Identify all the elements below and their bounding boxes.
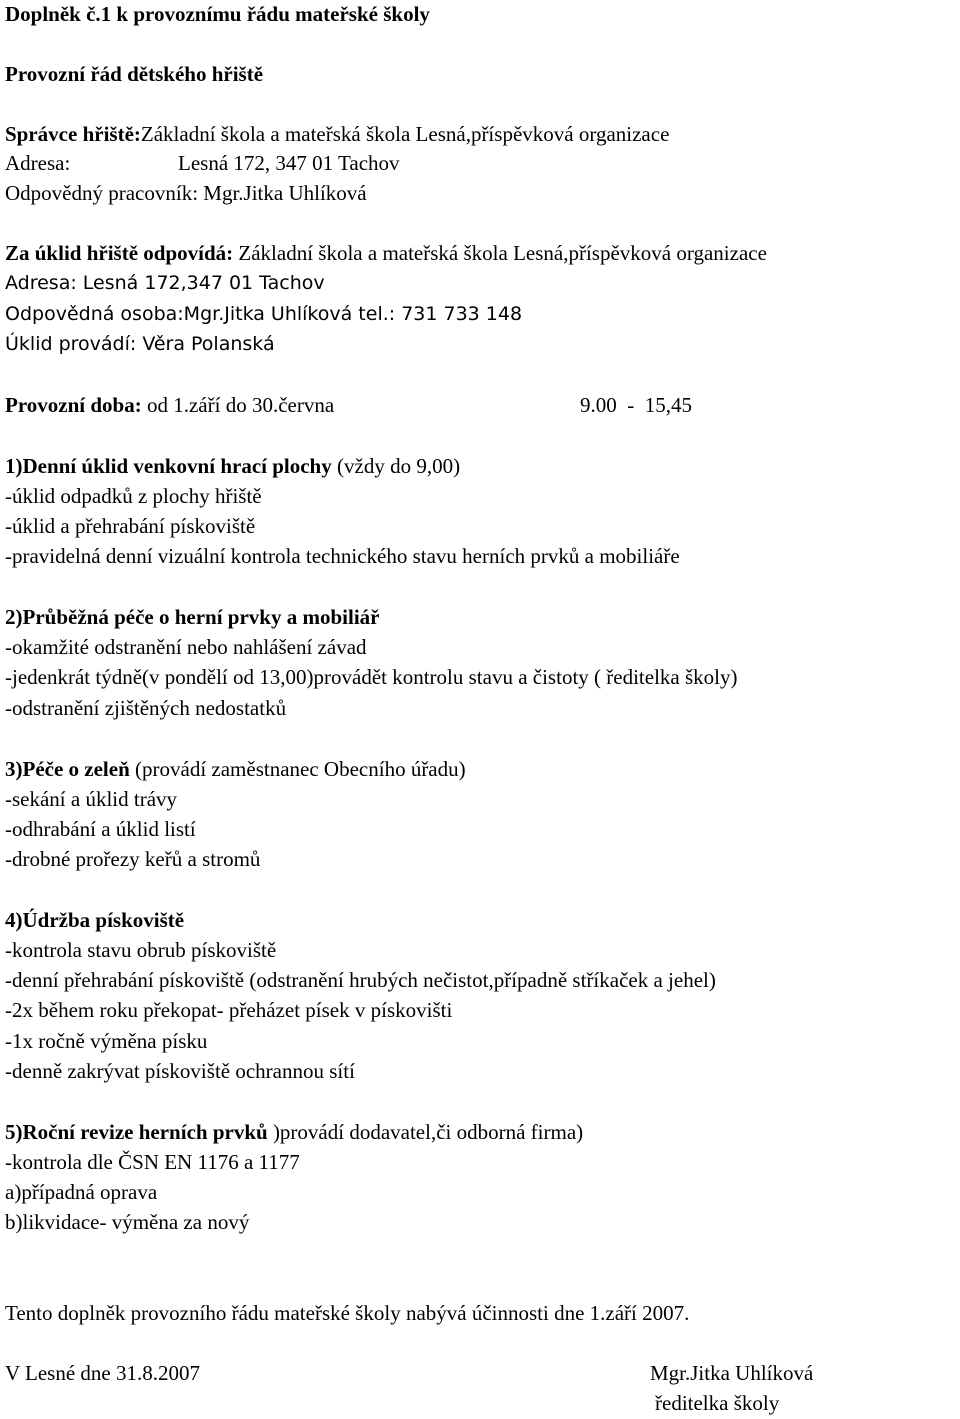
hours-line xyxy=(5,393,692,417)
section-title-line: 4)Údržba pískoviště xyxy=(5,908,185,932)
place-date: V Lesné dne 31.8.2007 xyxy=(5,1361,200,1385)
cleaning-line xyxy=(5,241,767,265)
list-item: -sekání a úklid trávy xyxy=(5,787,178,811)
section-title-line: 3)Péče o zeleň (provádí zaměstnanec Obecního úřadu) xyxy=(5,757,466,781)
admin-line xyxy=(5,122,669,146)
list-item: -odstranění zjištěných nedostatků xyxy=(5,696,287,720)
admin-label: Správce hřiště: xyxy=(5,122,141,146)
cleaning-label: Za úklid hřiště odpovídá: xyxy=(5,241,234,265)
list-item: -pravidelná denní vizuální kontrola technického stavu herních prvků a mobiliáře xyxy=(5,544,680,568)
hours-time: 9.00 - 15,45 xyxy=(580,393,692,417)
document-title: Provozní řád dětského hřiště xyxy=(5,62,264,86)
admin-value: Základní škola a mateřská škola Lesná,příspěvková organizace xyxy=(140,122,670,146)
cleaning-worker: Úklid provádí: Věra Polanská xyxy=(5,333,275,355)
list-item: -1x ročně výměna písku xyxy=(5,1029,208,1053)
admin-address-value: Lesná 172, 347 01 Tachov xyxy=(178,151,400,175)
list-item: a)případná oprava xyxy=(5,1180,158,1204)
list-item: -úklid odpadků z plochy hřiště xyxy=(5,484,262,508)
list-item: b)likvidace- výměna za nový xyxy=(5,1210,250,1234)
section-title-line: 2)Průběžná péče o herní prvky a mobiliář xyxy=(5,605,380,629)
list-item: -odhrabání a úklid listí xyxy=(5,817,196,841)
effective-date-text: Tento doplněk provozního řádu mateřské školy nabývá účinnosti dne 1.září 2007. xyxy=(5,1301,690,1325)
list-item: -denně zakrývat pískoviště ochrannou sítí xyxy=(5,1059,355,1083)
list-item: -2x během roku překopat- přeházet písek v pískovišti xyxy=(5,998,453,1022)
admin-address-label: Adresa: xyxy=(5,151,71,175)
list-item: -kontrola stavu obrub pískoviště xyxy=(5,938,277,962)
hours-period: od 1.září do 30.června xyxy=(141,393,335,417)
cleaning-address: Adresa: Lesná 172,347 01 Tachov xyxy=(5,272,325,294)
list-item: -jedenkrát týdně(v pondělí od 13,00)provádět kontrolu stavu a čistoty ( ředitelka školy) xyxy=(5,665,738,689)
signature-name: Mgr.Jitka Uhlíková xyxy=(650,1361,814,1385)
signature-role: ředitelka školy xyxy=(655,1391,780,1415)
admin-address-line xyxy=(5,151,400,175)
cleaning-person: Odpovědná osoba:Mgr.Jitka Uhlíková tel.: 731 733 148 xyxy=(5,303,523,325)
admin-person-line: Odpovědný pracovník: Mgr.Jitka Uhlíková xyxy=(5,181,367,205)
hours-label: Provozní doba: xyxy=(5,393,142,417)
document-heading: Doplněk č.1 k provoznímu řádu mateřské školy xyxy=(5,2,430,26)
list-item: -kontrola dle ČSN EN 1176 a 1177 xyxy=(5,1150,300,1174)
list-item: -drobné prořezy keřů a stromů xyxy=(5,847,261,871)
list-item: -okamžité odstranění nebo nahlášení závad xyxy=(5,635,367,659)
section-title-line: 5)Roční revize herních prvků )provádí dodavatel,či odborná firma) xyxy=(5,1120,584,1144)
cleaning-value: Základní škola a mateřská škola Lesná,příspěvková organizace xyxy=(233,241,767,265)
section-title-line: 1)Denní úklid venkovní hrací plochy (vždy do 9,00) xyxy=(5,454,461,478)
list-item: -denní přehrabání pískoviště (odstranění hrubých nečistot,případně stříkaček a jehel) xyxy=(5,968,716,992)
list-item: -úklid a přehrabání pískoviště xyxy=(5,514,256,538)
